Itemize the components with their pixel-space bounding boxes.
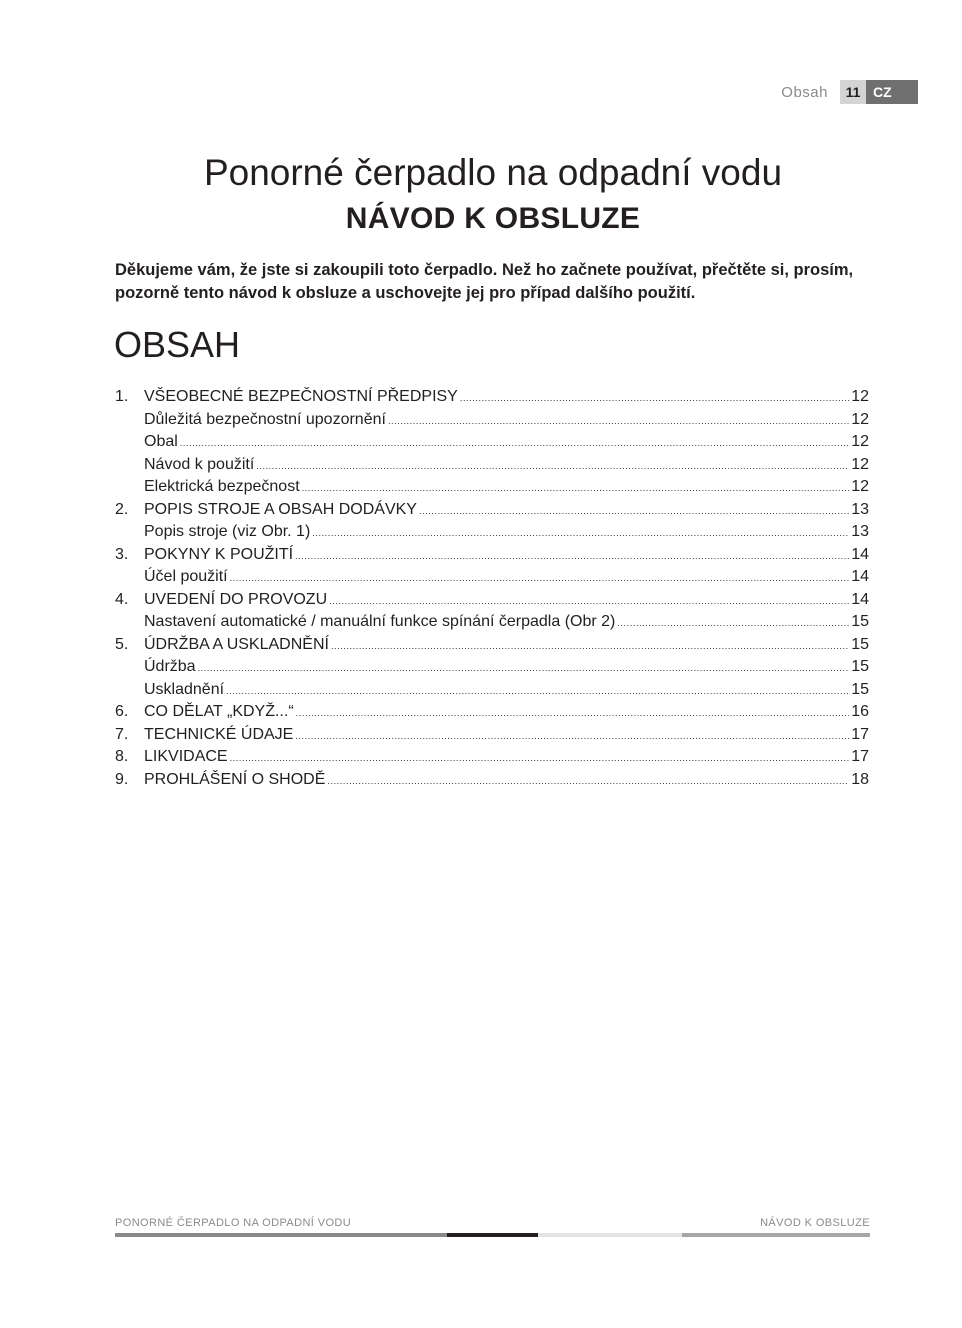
header-language-badge: CZ bbox=[866, 80, 918, 104]
toc-entry-number: 2. bbox=[115, 500, 129, 518]
header-page-number: 11 bbox=[840, 80, 866, 104]
toc-entry-label: PROHLÁŠENÍ O SHODĚ bbox=[144, 770, 326, 788]
toc-entry[interactable] bbox=[115, 703, 869, 726]
toc-dot-leader bbox=[312, 523, 849, 541]
footer-right-text: NÁVOD K OBSLUZE bbox=[760, 1217, 870, 1229]
toc-entry[interactable] bbox=[115, 681, 869, 704]
toc-entry-page: 12 bbox=[851, 388, 869, 405]
toc-dot-leader bbox=[230, 568, 850, 586]
toc-entry-page: 16 bbox=[851, 703, 869, 720]
toc-entry[interactable] bbox=[115, 523, 869, 546]
toc-entry-page: 12 bbox=[851, 433, 869, 450]
toc-entry-label: Popis stroje (viz Obr. 1) bbox=[144, 523, 311, 540]
toc-entry-number: 8. bbox=[115, 748, 129, 765]
toc-entry-label: LIKVIDACE bbox=[144, 748, 228, 765]
toc-entry-label: ÚDRŽBA A USKLADNĚNÍ bbox=[144, 635, 329, 653]
toc-entry[interactable] bbox=[115, 388, 869, 411]
table-of-contents bbox=[115, 388, 869, 793]
toc-entry[interactable] bbox=[115, 658, 869, 681]
toc-entry[interactable] bbox=[115, 411, 869, 434]
intro-paragraph: Děkujeme vám, že jste si zakoupili toto čerpadlo. Než ho začnete používat, přečtěte si, prosím, pozorně tento návod k obsluze a uschovejte jej pro případ dalšího použití. bbox=[115, 261, 854, 302]
toc-entry-page: 17 bbox=[851, 748, 869, 765]
toc-entry[interactable] bbox=[115, 501, 869, 524]
toc-entry-page: 13 bbox=[851, 523, 869, 540]
toc-entry[interactable] bbox=[115, 591, 869, 614]
footer-bar-segment bbox=[447, 1233, 538, 1237]
toc-entry-number: 3. bbox=[115, 545, 129, 563]
page-header bbox=[781, 80, 918, 104]
document-subtitle: NÁVOD K OBSLUZE bbox=[345, 202, 641, 235]
toc-entry[interactable] bbox=[115, 636, 869, 659]
toc-dot-leader bbox=[327, 771, 849, 789]
toc-entry-page: 14 bbox=[851, 590, 869, 608]
toc-entry-page: 14 bbox=[851, 545, 869, 563]
toc-dot-leader bbox=[198, 658, 850, 676]
toc-entry-label: POPIS STROJE A OBSAH DODÁVKY bbox=[144, 500, 417, 518]
footer-bar bbox=[115, 1233, 870, 1237]
toc-entry-label: Účel použití bbox=[144, 568, 228, 585]
footer-bar-segment bbox=[115, 1233, 447, 1237]
toc-entry-page: 17 bbox=[851, 725, 869, 743]
toc-entry[interactable] bbox=[115, 433, 869, 456]
toc-dot-leader bbox=[296, 703, 850, 721]
toc-entry-label: Důležitá bezpečnostní upozornění bbox=[144, 410, 386, 428]
toc-dot-leader bbox=[460, 388, 849, 406]
toc-entry[interactable] bbox=[115, 726, 869, 749]
footer-left-text: PONORNÉ ČERPADLO NA ODPADNÍ VODU bbox=[115, 1217, 352, 1229]
toc-entry-label: Návod k použití bbox=[144, 455, 255, 473]
toc-dot-leader bbox=[329, 591, 849, 609]
page-footer bbox=[115, 1217, 870, 1229]
footer-bar-segment bbox=[682, 1233, 870, 1237]
toc-entry-label: TECHNICKÉ ÚDAJE bbox=[144, 725, 294, 743]
toc-entry-page: 12 bbox=[851, 455, 869, 473]
toc-entry-page: 15 bbox=[851, 658, 869, 675]
toc-dot-leader bbox=[295, 546, 849, 564]
section-heading: OBSAH bbox=[114, 324, 241, 365]
header-section-name: Obsah bbox=[781, 83, 828, 101]
toc-dot-leader bbox=[331, 636, 849, 654]
toc-entry-label: Obal bbox=[144, 433, 178, 450]
toc-dot-leader bbox=[388, 411, 849, 429]
toc-entry-page: 15 bbox=[851, 613, 869, 630]
toc-entry-page: 12 bbox=[851, 478, 869, 495]
toc-entry[interactable] bbox=[115, 771, 869, 794]
toc-entry[interactable] bbox=[115, 546, 869, 569]
toc-entry-label: Údržba bbox=[144, 658, 196, 675]
toc-entry-number: 4. bbox=[115, 590, 129, 608]
toc-entry-label: VŠEOBECNÉ BEZPEČNOSTNÍ PŘEDPISY bbox=[144, 388, 458, 405]
toc-dot-leader bbox=[419, 501, 849, 519]
document-title: Ponorné čerpadlo na odpadní vodu bbox=[203, 152, 783, 193]
toc-entry-page: 12 bbox=[851, 410, 869, 428]
toc-entry-page: 15 bbox=[851, 680, 869, 698]
toc-entry[interactable] bbox=[115, 456, 869, 479]
toc-entry-page: 18 bbox=[851, 770, 869, 788]
toc-dot-leader bbox=[256, 456, 849, 474]
toc-entry-page: 15 bbox=[851, 635, 869, 653]
footer-bar-segment bbox=[538, 1233, 682, 1237]
toc-entry[interactable] bbox=[115, 748, 869, 771]
toc-dot-leader bbox=[295, 726, 849, 744]
toc-dot-leader bbox=[180, 433, 849, 451]
toc-dot-leader bbox=[617, 613, 849, 631]
toc-entry-page: 13 bbox=[851, 500, 869, 518]
toc-entry[interactable] bbox=[115, 478, 869, 501]
toc-entry-label: Uskladnění bbox=[144, 680, 225, 698]
toc-entry-label: POKYNY K POUŽITÍ bbox=[144, 545, 294, 563]
toc-entry-label: Elektrická bezpečnost bbox=[144, 478, 300, 495]
toc-entry-label: CO DĚLAT „KDYŽ...“ bbox=[144, 703, 294, 720]
toc-dot-leader bbox=[226, 681, 849, 699]
toc-entry-number: 9. bbox=[115, 770, 129, 788]
toc-entry-number: 5. bbox=[115, 635, 129, 653]
toc-dot-leader bbox=[230, 748, 850, 766]
toc-dot-leader bbox=[302, 478, 850, 496]
toc-entry-number: 6. bbox=[115, 703, 129, 720]
toc-entry[interactable] bbox=[115, 613, 869, 636]
toc-entry-number: 7. bbox=[115, 725, 129, 743]
toc-entry-label: Nastavení automatické / manuální funkce spínání čerpadla (Obr 2) bbox=[144, 613, 616, 630]
toc-entry-label: UVEDENÍ DO PROVOZU bbox=[144, 590, 328, 608]
toc-entry[interactable] bbox=[115, 568, 869, 591]
toc-entry-number: 1. bbox=[115, 388, 129, 405]
toc-entry-page: 14 bbox=[851, 568, 869, 585]
